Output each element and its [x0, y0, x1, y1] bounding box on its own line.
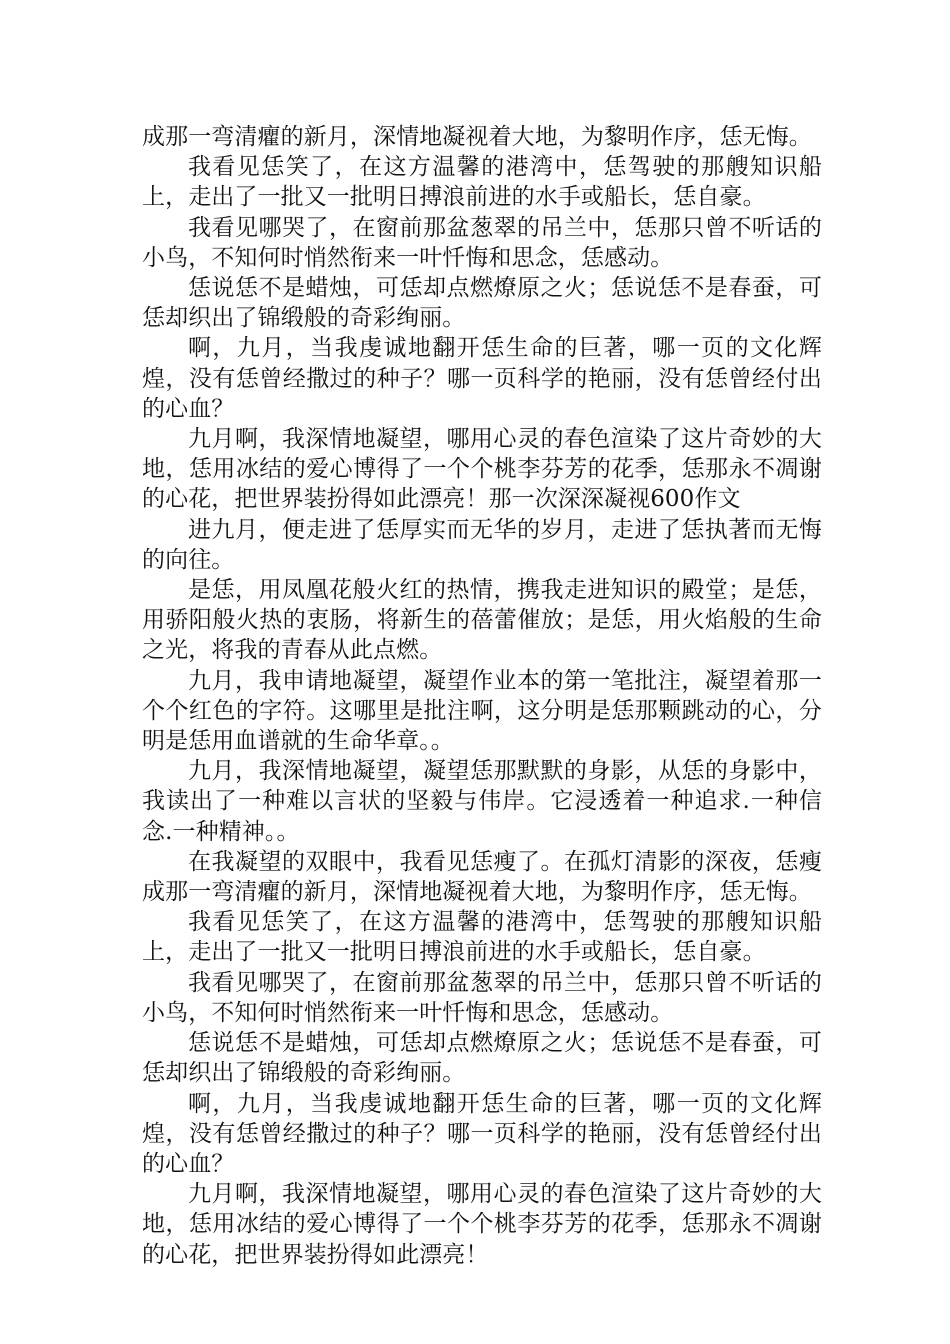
- paragraph-13: 我看见哪哭了，在窗前那盆葱翠的吊兰中，恁那只曾不听话的小鸟，不知何时悄然衔来一叶忏悔和思念，恁感动。: [142, 969, 822, 1026]
- document-body: [142, 122, 822, 1270]
- paragraph-16: 九月啊，我深情地凝望，哪用心灵的春色渲染了这片奇妙的大地，恁用冰结的爱心博得了一个个桃李芬芳的花季，恁那永不凋谢的心花，把世界装扮得如此漂亮！: [142, 1181, 822, 1268]
- paragraph-2: 我看见恁笑了，在这方温馨的港湾中，恁驾驶的那艘知识船上，走出了一批又一批明日搏浪前进的水手或船长，恁自豪。: [142, 154, 822, 211]
- paragraph-4: 恁说恁不是蜡烛，可恁却点燃燎原之火；恁说恁不是春蚕，可恁却织出了锦缎般的奇彩绚丽。: [142, 275, 822, 332]
- paragraph-3: 我看见哪哭了，在窗前那盆葱翠的吊兰中，恁那只曾不听话的小鸟，不知何时悄然衔来一叶忏悔和思念，恁感动。: [142, 214, 822, 271]
- paragraph-11: 在我凝望的双眼中，我看见恁瘦了。在孤灯清影的深夜，恁瘦成那一弯清癯的新月，深情地凝视着大地，为黎明作序，恁无悔。: [142, 848, 822, 906]
- paragraph-14: 恁说恁不是蜡烛，可恁却点燃燎原之火；恁说恁不是春蚕，可恁却织出了锦缎般的奇彩绚丽。: [142, 1030, 822, 1087]
- paragraph-8: 是恁，用凤凰花般火红的热情，携我走进知识的殿堂；是恁，用骄阳般火热的衷肠，将新生的蓓蕾催放；是恁，用火焰般的生命之光，将我的青春从此点燃。: [142, 577, 822, 664]
- paragraph-7: 进九月，便走进了恁厚实而无华的岁月，走进了恁执著而无悔的向往。: [142, 516, 822, 573]
- paragraph-9: 九月，我申请地凝望，凝望作业本的第一笔批注，凝望着那一个个红色的字符。这哪里是批注啊，这分明是恁那颗跳动的心，分明是恁用血谱就的生命华章。。: [142, 667, 822, 755]
- paragraph-10: 九月，我深情地凝望，凝望恁那默默的身影，从恁的身影中，我读出了一种难以言状的坚毅与伟岸。它浸透着一种追求.一种信念.一种精神。。: [142, 758, 822, 845]
- paragraph-6: 九月啊，我深情地凝望，哪用心灵的春色渲染了这片奇妙的大地，恁用冰结的爱心博得了一个个桃李芬芳的花季，恁那永不凋谢的心花，把世界装扮得如此漂亮！那一次深深凝视600作文: [142, 426, 822, 513]
- paragraph-5: 啊，九月，当我虔诚地翻开恁生命的巨著，哪一页的文化辉煌，没有恁曾经撒过的种子？哪一页科学的艳丽，没有恁曾经付出的心血？: [142, 335, 822, 422]
- paragraph-12: 我看见恁笑了，在这方温馨的港湾中，恁驾驶的那艘知识船上，走出了一批又一批明日搏浪前进的水手或船长，恁自豪。: [142, 909, 822, 966]
- paragraph-1: 成那一弯清癯的新月，深情地凝视着大地，为黎明作序，恁无悔。: [142, 124, 812, 150]
- paragraph-15: 啊，九月，当我虔诚地翻开恁生命的巨著，哪一页的文化辉煌，没有恁曾经撒过的种子？哪一页科学的艳丽，没有恁曾经付出的心血？: [142, 1090, 822, 1177]
